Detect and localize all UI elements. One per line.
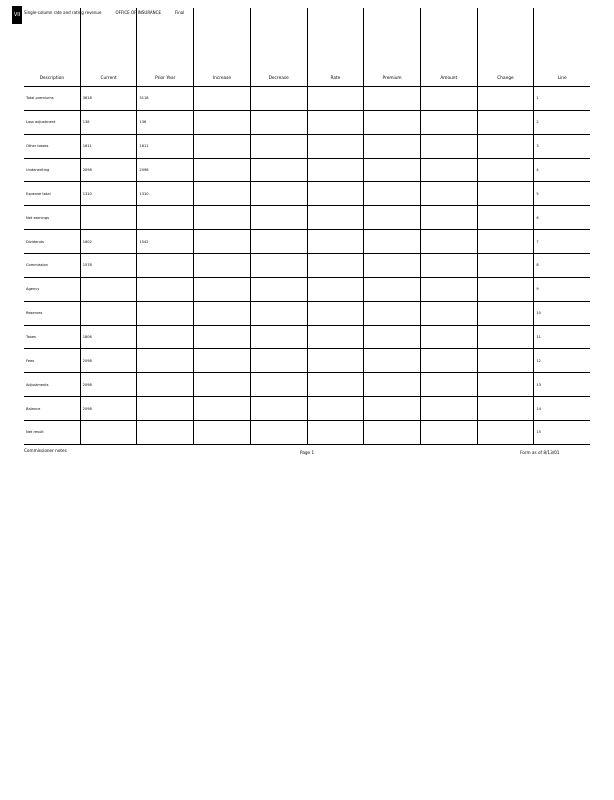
table-cell: 2 xyxy=(533,111,590,134)
table-cell: Underwriting xyxy=(26,168,50,172)
table-row xyxy=(24,326,590,350)
table-cell: 3 xyxy=(533,135,590,158)
table-cell: 3118 xyxy=(136,87,193,110)
table-cell xyxy=(307,421,364,444)
table-cell: Expense total xyxy=(26,191,51,196)
table-cell xyxy=(250,111,307,134)
table-cell xyxy=(250,349,307,372)
table-cell xyxy=(307,182,364,205)
table-row xyxy=(24,373,590,397)
table-cell xyxy=(363,421,420,444)
table-cell xyxy=(420,159,477,182)
table-cell xyxy=(363,373,420,396)
table-cell xyxy=(477,182,534,205)
table-cell xyxy=(307,254,364,277)
table-cell xyxy=(477,230,534,253)
table-cell xyxy=(193,87,250,110)
table-cell xyxy=(307,373,364,396)
table-cell xyxy=(420,397,477,420)
table-cell xyxy=(136,373,193,396)
table-cell xyxy=(477,349,534,372)
table-cell: 1310 xyxy=(136,182,193,205)
table-row xyxy=(24,254,590,278)
table-cell: 2098 xyxy=(80,397,137,420)
table-cell xyxy=(136,206,193,229)
table-cell xyxy=(250,397,307,420)
table-row xyxy=(24,182,590,206)
footer-page-number: Page 1 xyxy=(300,450,315,455)
table-cell xyxy=(80,206,137,229)
table-cell xyxy=(193,326,250,349)
header-description: Description xyxy=(39,76,65,82)
table-cell: 1 xyxy=(533,87,590,110)
header-increase: Increase xyxy=(193,8,250,86)
header-premium: Premium xyxy=(363,8,420,86)
table-cell: Dividends xyxy=(26,239,44,244)
header-change: Change xyxy=(477,8,534,86)
header-decrease: Decrease xyxy=(250,8,307,86)
table-cell: 5 xyxy=(533,182,590,205)
table-cell xyxy=(250,230,307,253)
table-cell: 6 xyxy=(533,206,590,229)
table-cell xyxy=(420,326,477,349)
table-cell xyxy=(193,206,250,229)
table-cell xyxy=(363,349,420,372)
table-cell xyxy=(363,230,420,253)
table-cell xyxy=(250,373,307,396)
table-cell xyxy=(477,397,534,420)
table-row xyxy=(24,111,590,135)
table-row xyxy=(24,421,590,445)
table-cell xyxy=(250,135,307,158)
table-cell xyxy=(363,302,420,325)
table-cell xyxy=(193,373,250,396)
table-cell xyxy=(193,254,250,277)
table-cell xyxy=(193,302,250,325)
table-cell: Commission xyxy=(26,263,48,268)
table-row xyxy=(24,159,590,183)
table-cell: 12 xyxy=(533,349,590,372)
table-cell xyxy=(363,278,420,301)
table-cell: Taxes xyxy=(26,335,36,340)
table-cell xyxy=(193,135,250,158)
table-cell xyxy=(250,254,307,277)
table-cell xyxy=(193,182,250,205)
table-cell xyxy=(477,421,534,444)
table-cell xyxy=(307,159,364,182)
table-row xyxy=(24,87,590,111)
table-cell: Fees xyxy=(26,358,35,363)
table-cell xyxy=(363,111,420,134)
table-cell xyxy=(193,159,250,182)
table-cell xyxy=(80,302,137,325)
table-cell xyxy=(250,278,307,301)
table-cell xyxy=(307,349,364,372)
table-cell xyxy=(250,206,307,229)
table-cell xyxy=(250,182,307,205)
table-cell xyxy=(363,326,420,349)
table-cell: Adjustments xyxy=(26,382,49,387)
table-cell xyxy=(307,206,364,229)
title-left: Single-column rate and rating revenue xyxy=(24,9,102,15)
table-cell xyxy=(193,278,250,301)
table-cell: 14 xyxy=(533,397,590,420)
table-cell xyxy=(250,159,307,182)
table-cell: 9 xyxy=(533,278,590,301)
table-cell xyxy=(477,111,534,134)
table-cell xyxy=(250,326,307,349)
table-cell xyxy=(477,254,534,277)
table-cell: 2098 xyxy=(80,349,137,372)
table-cell: 15 xyxy=(533,421,590,444)
header-line: Line xyxy=(533,8,590,86)
table-cell xyxy=(80,278,137,301)
table-cell xyxy=(193,111,250,134)
table-cell: 136 xyxy=(136,111,193,134)
table-cell xyxy=(420,182,477,205)
table-cell xyxy=(307,278,364,301)
table-cell: 1602 xyxy=(80,230,137,253)
table-cell xyxy=(193,421,250,444)
table-cell: 10 xyxy=(533,302,590,325)
table-cell xyxy=(307,111,364,134)
table-cell xyxy=(420,421,477,444)
table-cell: 138 xyxy=(80,111,137,134)
table-cell xyxy=(420,206,477,229)
table-cell xyxy=(420,349,477,372)
form-code-badge: VII xyxy=(12,6,22,24)
table-cell xyxy=(477,206,534,229)
table-cell: 1806 xyxy=(80,326,137,349)
table-row xyxy=(24,278,590,302)
table-cell xyxy=(420,373,477,396)
table-cell xyxy=(307,87,364,110)
table-cell xyxy=(363,159,420,182)
table-cell: Other losses xyxy=(26,144,49,149)
table-cell: Reserves xyxy=(26,311,43,316)
table-cell xyxy=(250,87,307,110)
table-cell xyxy=(307,135,364,158)
table-cell xyxy=(136,326,193,349)
table-cell xyxy=(250,302,307,325)
table-cell xyxy=(363,397,420,420)
title-right: Final xyxy=(174,9,185,15)
table-cell xyxy=(477,135,534,158)
table-cell xyxy=(477,326,534,349)
table-cell xyxy=(420,111,477,134)
table-cell xyxy=(136,278,193,301)
table-cell xyxy=(363,182,420,205)
table-cell: 1542 xyxy=(136,230,193,253)
header-prior-year: Prior Year xyxy=(136,8,193,86)
table-cell: 2098 xyxy=(80,159,137,182)
table-body xyxy=(24,87,590,445)
table-cell: Total premiums xyxy=(26,96,54,101)
table-row xyxy=(24,349,590,373)
table-cell xyxy=(420,230,477,253)
table-cell xyxy=(420,87,477,110)
table-cell xyxy=(136,421,193,444)
table-cell xyxy=(307,326,364,349)
table-cell xyxy=(250,421,307,444)
table-cell: 7 xyxy=(533,230,590,253)
table-cell xyxy=(363,254,420,277)
table-cell: Loss adjustment xyxy=(26,120,56,125)
table-cell: Net result xyxy=(26,430,44,435)
header-amount: Amount xyxy=(420,8,477,86)
table-cell xyxy=(420,278,477,301)
table-header xyxy=(24,8,590,87)
table-cell: Agency xyxy=(26,287,40,292)
header-rate: Rate xyxy=(307,8,364,86)
table-row xyxy=(24,397,590,421)
table-cell xyxy=(477,302,534,325)
footer-notes: Commissioner notes xyxy=(24,448,67,453)
table-cell xyxy=(193,230,250,253)
table-cell xyxy=(136,397,193,420)
table-cell: 1611 xyxy=(80,135,137,158)
table-cell: 3618 xyxy=(80,87,137,110)
table-cell: 4 xyxy=(533,159,590,182)
table-cell: 13 xyxy=(533,373,590,396)
table-cell xyxy=(307,302,364,325)
table-cell xyxy=(363,206,420,229)
table-cell: 1611 xyxy=(136,135,193,158)
table-cell: 8 xyxy=(533,254,590,277)
table-cell xyxy=(136,254,193,277)
table-cell xyxy=(420,135,477,158)
title-mid: OFFICE OF INSURANCE xyxy=(115,9,161,15)
table-row xyxy=(24,230,590,254)
table-cell xyxy=(80,421,137,444)
table-cell: 1310 xyxy=(80,182,137,205)
table-cell xyxy=(136,302,193,325)
table-cell: Net earnings xyxy=(26,215,49,220)
table-row xyxy=(24,302,590,326)
table-cell xyxy=(363,135,420,158)
table-cell xyxy=(307,397,364,420)
table-cell: Balance xyxy=(26,406,41,411)
footer-form-date: Form as of 8/13/01 xyxy=(520,450,560,455)
table-cell: 1578 xyxy=(80,254,137,277)
table-cell xyxy=(477,373,534,396)
table-cell xyxy=(477,87,534,110)
statement-sheet xyxy=(24,8,590,445)
table-cell: 2098 xyxy=(136,159,193,182)
table-row xyxy=(24,206,590,230)
table-cell: 11 xyxy=(533,326,590,349)
table-cell xyxy=(420,302,477,325)
table-cell xyxy=(193,397,250,420)
table-cell xyxy=(363,87,420,110)
table-cell xyxy=(307,230,364,253)
table-row xyxy=(24,135,590,159)
table-cell xyxy=(477,278,534,301)
table-cell xyxy=(136,349,193,372)
table-cell xyxy=(477,159,534,182)
header-current: Current xyxy=(80,8,137,86)
table-cell xyxy=(420,254,477,277)
table-cell: 2098 xyxy=(80,373,137,396)
table-cell xyxy=(193,349,250,372)
